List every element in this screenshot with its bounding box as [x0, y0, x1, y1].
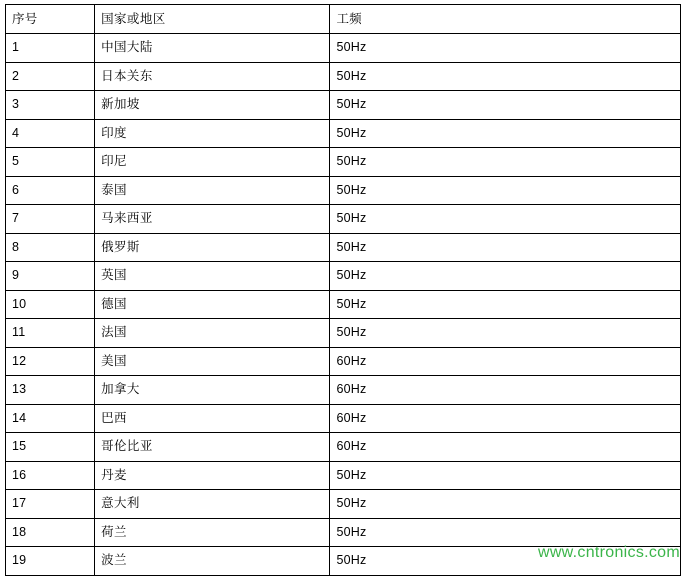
column-header-country: 国家或地区 [95, 5, 330, 34]
cell-country: 中国大陆 [95, 34, 330, 63]
cell-country: 丹麦 [95, 461, 330, 490]
cell-index: 17 [6, 490, 95, 519]
cell-country: 新加坡 [95, 91, 330, 120]
table-row [6, 233, 681, 262]
table-row [6, 290, 681, 319]
cell-frequency: 50Hz [330, 290, 681, 319]
cell-country: 泰国 [95, 176, 330, 205]
cell-index: 14 [6, 404, 95, 433]
cell-index: 1 [6, 34, 95, 63]
cell-country: 印度 [95, 119, 330, 148]
column-header-index: 序号 [6, 5, 95, 34]
cell-frequency: 50Hz [330, 461, 681, 490]
cell-frequency: 60Hz [330, 433, 681, 462]
cell-frequency: 50Hz [330, 62, 681, 91]
frequency-table [5, 4, 681, 576]
cell-frequency: 50Hz [330, 262, 681, 291]
table-row [6, 433, 681, 462]
cell-frequency: 50Hz [330, 119, 681, 148]
cell-index: 18 [6, 518, 95, 547]
cell-frequency: 50Hz [330, 319, 681, 348]
cell-country: 马来西亚 [95, 205, 330, 234]
cell-index: 3 [6, 91, 95, 120]
table-row [6, 404, 681, 433]
cell-index: 11 [6, 319, 95, 348]
cell-country: 波兰 [95, 547, 330, 576]
cell-index: 7 [6, 205, 95, 234]
table-row [6, 319, 681, 348]
table-row [6, 62, 681, 91]
cell-index: 12 [6, 347, 95, 376]
cell-index: 19 [6, 547, 95, 576]
table-row [6, 205, 681, 234]
table-row [6, 490, 681, 519]
cell-country: 意大利 [95, 490, 330, 519]
cell-index: 4 [6, 119, 95, 148]
cell-frequency: 50Hz [330, 490, 681, 519]
cell-frequency: 60Hz [330, 404, 681, 433]
column-header-frequency: 工频 [330, 5, 681, 34]
cell-frequency: 50Hz [330, 518, 681, 547]
table-row [6, 34, 681, 63]
cell-index: 16 [6, 461, 95, 490]
cell-frequency: 50Hz [330, 91, 681, 120]
cell-country: 法国 [95, 319, 330, 348]
site-watermark: www.cntronics.com [537, 544, 680, 561]
cell-country: 哥伦比亚 [95, 433, 330, 462]
cell-index: 6 [6, 176, 95, 205]
cell-frequency: 50Hz [330, 205, 681, 234]
cell-frequency: 50Hz [330, 148, 681, 177]
table-row [6, 461, 681, 490]
table-row [6, 148, 681, 177]
table-row [6, 119, 681, 148]
table-row [6, 176, 681, 205]
table-row [6, 518, 681, 547]
table-row [6, 262, 681, 291]
cell-frequency: 60Hz [330, 376, 681, 405]
table-row [6, 376, 681, 405]
cell-country: 德国 [95, 290, 330, 319]
table-row [6, 347, 681, 376]
frequency-table-container [5, 4, 681, 576]
cell-frequency: 50Hz [330, 547, 681, 576]
cell-frequency: 50Hz [330, 176, 681, 205]
cell-country: 巴西 [95, 404, 330, 433]
table-header-row [6, 5, 681, 34]
cell-index: 8 [6, 233, 95, 262]
cell-country: 荷兰 [95, 518, 330, 547]
cell-index: 13 [6, 376, 95, 405]
cell-country: 俄罗斯 [95, 233, 330, 262]
cell-country: 日本关东 [95, 62, 330, 91]
cell-frequency: 60Hz [330, 347, 681, 376]
cell-country: 英国 [95, 262, 330, 291]
cell-country: 美国 [95, 347, 330, 376]
table-row [6, 91, 681, 120]
cell-frequency: 50Hz [330, 34, 681, 63]
table-row [6, 547, 681, 576]
cell-country: 印尼 [95, 148, 330, 177]
cell-country: 加拿大 [95, 376, 330, 405]
cell-index: 15 [6, 433, 95, 462]
cell-index: 2 [6, 62, 95, 91]
cell-frequency: 50Hz [330, 233, 681, 262]
cell-index: 10 [6, 290, 95, 319]
cell-index: 9 [6, 262, 95, 291]
cell-index: 5 [6, 148, 95, 177]
